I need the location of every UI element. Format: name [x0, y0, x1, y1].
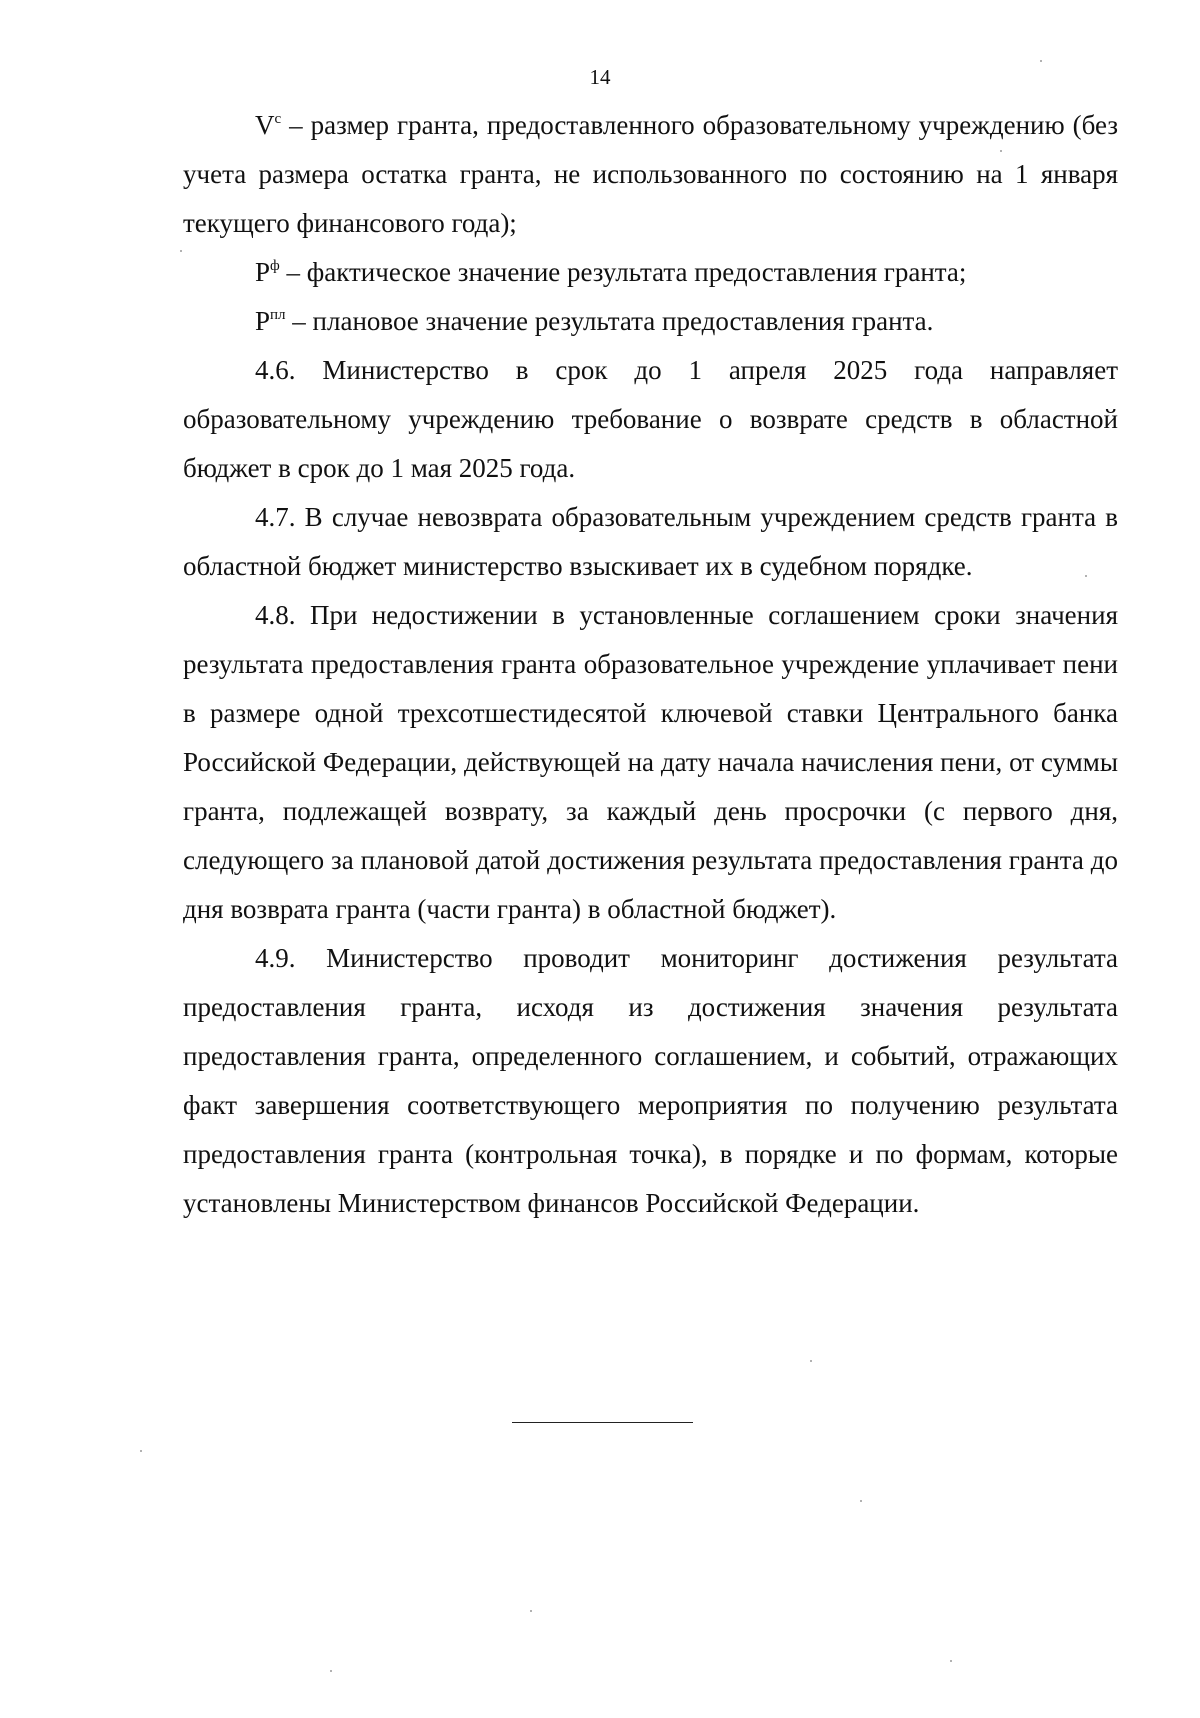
formula-description: – фактическое значение результата предоставления гранта; [279, 257, 967, 287]
formula-symbol: Р [255, 306, 271, 336]
formula-term-rf [183, 248, 1118, 297]
formula-description: – размер гранта, предоставленного образовательному учреждению (без учета размера остатка гранта, не использованного по состоянию на 1 января текущего финансового года); [183, 110, 1118, 238]
formula-description: – плановое значение результата предоставления гранта. [285, 306, 934, 336]
document-body [183, 101, 1118, 1228]
scan-speck [140, 1450, 142, 1452]
scan-speck [330, 1670, 332, 1672]
scan-speck [530, 1610, 532, 1612]
scan-speck [810, 1360, 812, 1362]
formula-term-v [183, 101, 1118, 248]
scan-speck [1085, 575, 1087, 577]
formula-superscript: пл [270, 307, 286, 323]
clause-4-6: 4.6. Министерство в срок до 1 апреля 2025 года направляет образовательному учреждению требование о возврате средств в областной бюджет в срок до 1 мая 2025 года. [183, 355, 1118, 483]
formula-superscript: ф [270, 258, 280, 274]
scan-speck [1000, 150, 1002, 152]
scan-speck [1040, 60, 1042, 62]
clause-4-8: 4.8. При недостижении в установленные соглашением сроки значения результата предоставления гранта образовательное учреждение уплачивает пени в размере одной трехсотшестидесятой ключевой ставки Центрального банка Российской Федерации, действующей на дату начала начисления пени, от суммы гранта, подлежащей возврату, за каждый день просрочки (с первого дня, следующего за плановой датой достижения результата предоставления гранта до дня возврата гранта (части гранта) в областной бюджет). [183, 600, 1118, 924]
page-number: 14 [589, 65, 611, 89]
formula-symbol: Р [255, 257, 271, 287]
formula-term-rpl [183, 297, 1118, 346]
end-of-document-rule [512, 1422, 693, 1423]
scan-speck [950, 1660, 952, 1662]
clause-4-7: 4.7. В случае невозврата образовательным учреждением средств гранта в областной бюджет министерство взыскивает их в судебном порядке. [183, 502, 1118, 581]
formula-superscript: с [274, 111, 282, 127]
scan-speck [860, 1500, 862, 1502]
clause-4-9: 4.9. Министерство проводит мониторинг достижения результата предоставления гранта, исходя из достижения значения результата предоставления гранта, определенного соглашением, и событий, отражающих факт завершения соответствующего мероприятия по получению результата предоставления гранта (контрольная точка), в порядке и по формам, которые установлены Министерством финансов Российской Федерации. [183, 943, 1118, 1218]
formula-symbol: V [255, 110, 275, 140]
scan-speck [180, 250, 182, 252]
